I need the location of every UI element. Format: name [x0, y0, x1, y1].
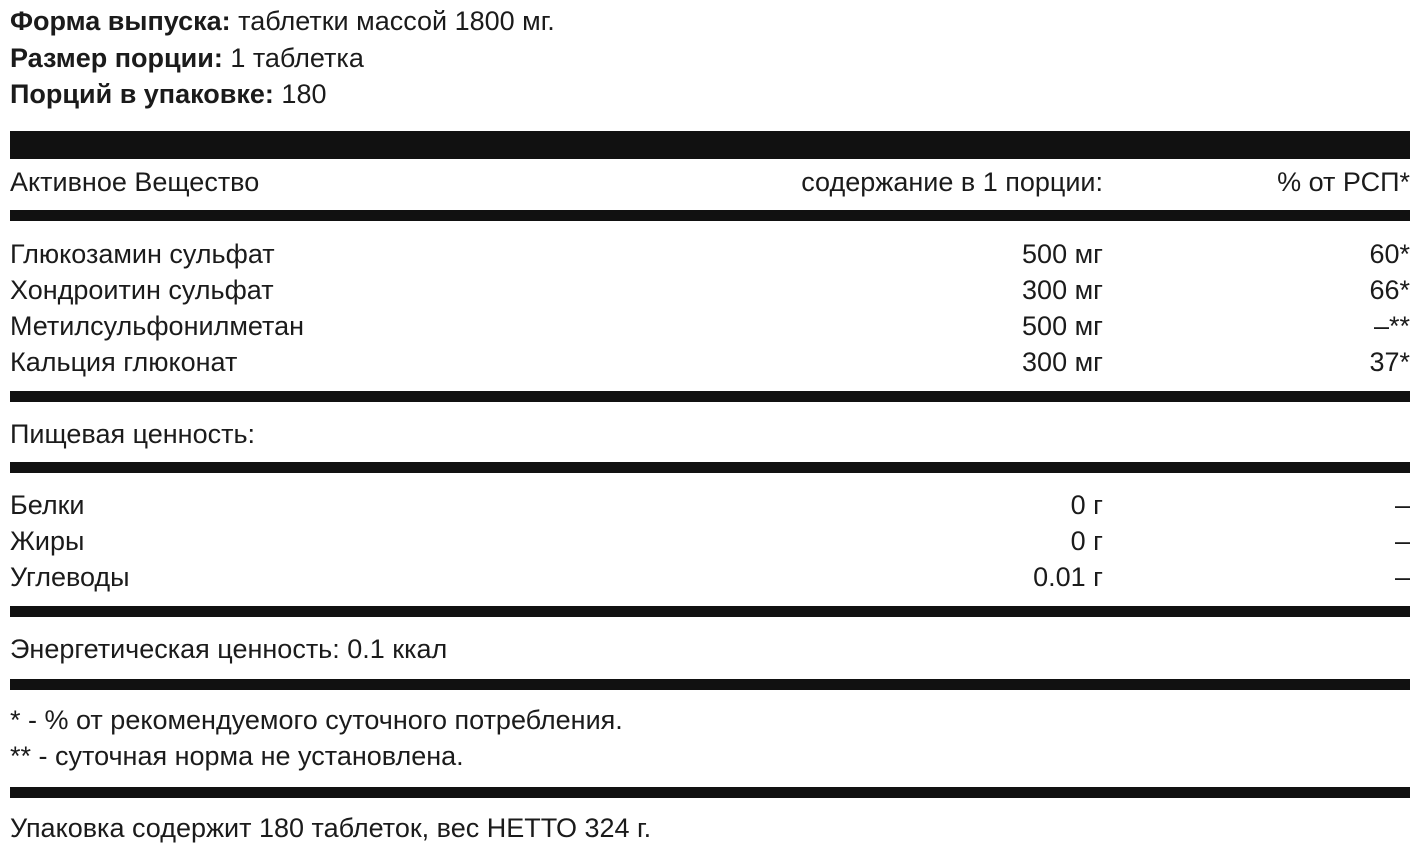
table-row [10, 523, 1410, 559]
release-form-label: Форма выпуска: [10, 6, 231, 36]
nutrient-amount: 0 г [1070, 526, 1103, 556]
energy-row [10, 631, 1410, 667]
energy-value: Энергетическая ценность: 0.1 ккал [10, 634, 448, 664]
ingredient-amount: 500 мг [1022, 311, 1103, 341]
table-row [10, 487, 1410, 523]
active-section-divider [10, 391, 1410, 402]
nutrient-amount: 0 г [1070, 490, 1103, 520]
ingredient-percent: –** [1373, 311, 1410, 341]
column-header-percent: % от РСП* [1277, 167, 1410, 197]
ingredient-percent: 60* [1369, 239, 1410, 269]
package-row [10, 810, 1410, 846]
package-info: Упаковка содержит 180 таблеток, вес НЕТТО 324 г. [10, 813, 652, 843]
ingredient-percent: 66* [1369, 275, 1410, 305]
ingredient-amount: 300 мг [1022, 347, 1103, 377]
footnote-divider [10, 787, 1410, 798]
table-row [10, 559, 1410, 595]
release-form-line [10, 3, 555, 39]
nutrition-title-row [10, 416, 1410, 452]
nutrition-title: Пищевая ценность: [10, 419, 256, 449]
energy-divider [10, 679, 1410, 690]
serving-size-label: Размер порции: [10, 43, 223, 73]
top-thick-divider [10, 131, 1410, 159]
ingredient-name: Глюкозамин сульфат [10, 239, 275, 269]
header-divider [10, 210, 1410, 221]
ingredient-name: Метилсульфонилметан [10, 311, 304, 341]
nutrient-percent: – [1394, 562, 1410, 592]
servings-per-pack-value: 180 [281, 79, 327, 109]
nutrient-percent: – [1394, 490, 1410, 520]
ingredient-amount: 300 мг [1022, 275, 1103, 305]
footnote-rsp: * - % от рекомендуемого суточного потребления. [10, 705, 623, 735]
table-row [10, 272, 1410, 308]
column-header-amount: содержание в 1 порции: [801, 167, 1103, 197]
ingredient-amount: 500 мг [1022, 239, 1103, 269]
table-row [10, 344, 1410, 380]
nutrient-name: Жиры [10, 526, 85, 556]
servings-per-pack-label: Порций в упаковке: [10, 79, 274, 109]
footnote-row [10, 702, 1410, 738]
servings-per-pack-line [10, 76, 326, 112]
nutrient-name: Углеводы [10, 562, 130, 592]
table-row [10, 308, 1410, 344]
footnote-row [10, 738, 1410, 774]
footnote-no-norm: ** - суточная норма не установлена. [10, 741, 464, 771]
nutrient-name: Белки [10, 490, 85, 520]
nutrient-amount: 0.01 г [1033, 562, 1103, 592]
nutrition-section-divider [10, 606, 1410, 617]
column-header-substance: Активное Вещество [10, 167, 260, 197]
nutrient-percent: – [1394, 526, 1410, 556]
table-row [10, 236, 1410, 272]
ingredient-name: Кальция глюконат [10, 347, 238, 377]
nutrition-title-divider [10, 462, 1410, 473]
release-form-value: таблетки массой 1800 мг. [238, 6, 555, 36]
ingredient-percent: 37* [1369, 347, 1410, 377]
ingredient-name: Хондроитин сульфат [10, 275, 274, 305]
serving-size-value: 1 таблетка [230, 43, 364, 73]
serving-size-line [10, 40, 364, 76]
table-header-row [10, 164, 1410, 200]
